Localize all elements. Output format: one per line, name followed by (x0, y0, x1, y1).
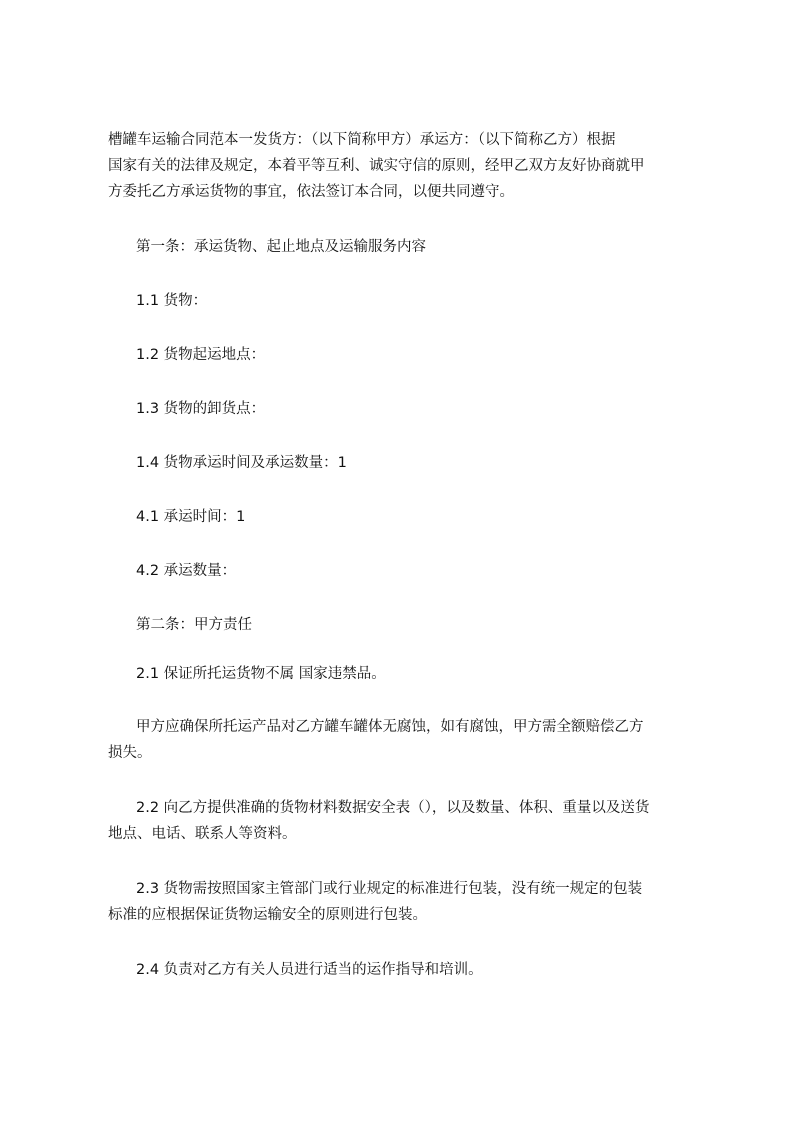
intro-paragraph (108, 127, 718, 205)
item-4-1: 4.1 承运时间：1 (136, 509, 246, 525)
item-4-2: 4.2 承运数量： (136, 563, 237, 579)
corrosion-line-1: 甲方应确保所托运产品对乙方罐车罐体无腐蚀，如有腐蚀，甲方需全额赔偿乙方 (136, 719, 644, 735)
item-2-3-line-1: 2.3 货物需按照国家主管部门或行业规定的标准进行包装，没有统一规定的包装 (136, 881, 643, 897)
item-2-1: 2.1 保证所托运货物不属 国家违禁品。 (136, 666, 386, 682)
item-1-3: 1.3 货物的卸货点： (136, 401, 266, 417)
article-2-heading: 第二条：甲方责任 (136, 617, 252, 633)
item-2-4: 2.4 负责对乙方有关人员进行适当的运作指导和培训。 (136, 962, 483, 978)
item-1-4: 1.4 货物承运时间及承运数量：1 (136, 455, 347, 471)
item-2-2-line-1: 2.2 向乙方提供准确的货物材料数据安全表（），以及数量、体积、重量以及送货 (136, 800, 650, 816)
item-2-2-line-2: 地点、电话、联系人等资料。 (108, 826, 297, 842)
article-1-heading: 第一条：承运货物、起止地点及运输服务内容 (136, 239, 426, 255)
item-1-2: 1.2 货物起运地点： (136, 347, 266, 363)
corrosion-line-2: 损失。 (108, 745, 152, 761)
intro-line-3: 方委托乙方承运货物的事宜，依法签订本合同，以便共同遵守。 (108, 184, 514, 200)
corrosion-paragraph (108, 714, 718, 766)
intro-line-1: 槽罐车运输合同范本一发货方：（以下简称甲方）承运方：（以下简称乙方）根据 (108, 132, 616, 148)
item-2-3-line-2: 标准的应根据保证货物运输安全的原则进行包装。 (108, 907, 427, 923)
item-2-3-paragraph (108, 876, 718, 928)
item-1-1: 1.1 货物： (136, 293, 208, 309)
intro-line-2: 国家有关的法律及规定，本着平等互利、诚实守信的原则，经甲乙双方友好协商就甲 (108, 158, 645, 174)
item-2-2-paragraph (108, 795, 718, 847)
